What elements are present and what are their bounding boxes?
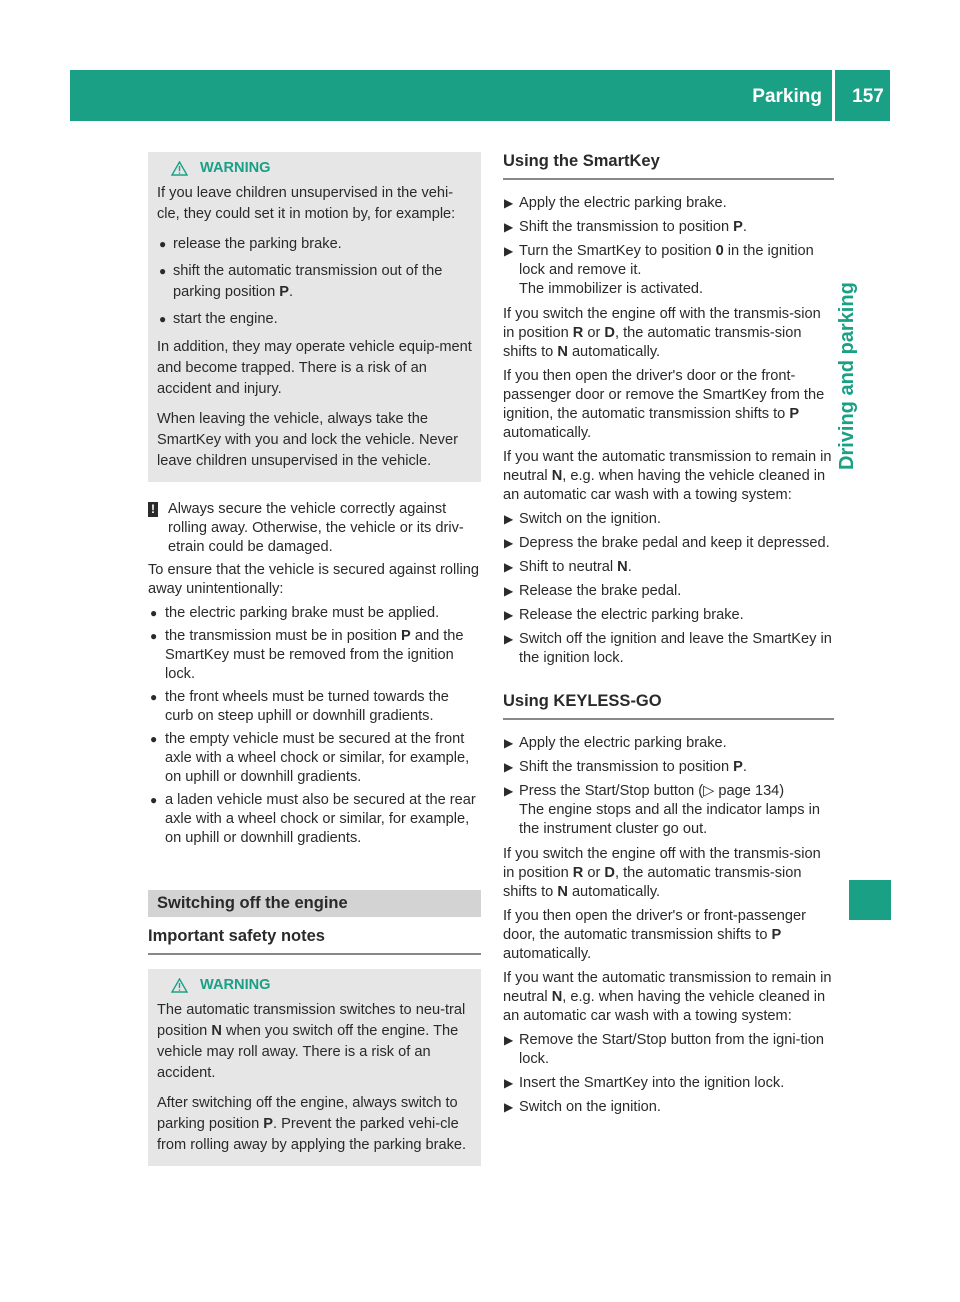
step-item: ▶ Shift the transmission to position P. [504, 759, 747, 775]
step-item: ▶ Switch off the ignition and leave the SmartKey in the ignition lock. [504, 631, 832, 666]
bullet-icon: ● [159, 312, 167, 326]
list-item: ● a laden vehicle must also be secured at the rear axle with a wheel chock or similar, for example, on uphill or downhill gradients. [150, 792, 476, 846]
arrow-icon: ▶ [504, 760, 514, 774]
warning-label: WARNING [200, 977, 271, 993]
arrow-icon: ▶ [504, 536, 514, 550]
warning-box [148, 152, 481, 482]
arrow-icon: ▶ [504, 608, 514, 622]
warning-label: WARNING [200, 160, 271, 176]
paragraph: If you then open the driver's door or the front-passenger door or remove the SmartKey from the ignition, the automatic transmission shifts to P automatically. [503, 368, 825, 441]
page-reference-icon: ▷ [703, 783, 715, 799]
bullet-icon: ● [159, 264, 167, 278]
arrow-icon: ▶ [504, 196, 514, 210]
paragraph: If you switch the engine off with the transmis-sion in position R or D, the automatic transmis-sion shifts to N automatically. [503, 306, 821, 360]
bullet-icon: ● [150, 606, 158, 620]
step-item: ▶ Switch on the ignition. [504, 1099, 661, 1115]
list-item: ● the transmission must be in position P and the SmartKey must be removed from the ignition lock. [150, 628, 464, 682]
step-item: ▶ Press the Start/Stop button (▷ page 134) The engine stops and all the indicator lamps in the instrument cluster go out. [504, 783, 820, 837]
arrow-icon: ▶ [504, 1033, 514, 1047]
bullet-icon: ● [150, 629, 158, 643]
damage-note: ! Always secure the vehicle correctly against rolling away. Otherwise, the vehicle or its driv-etrain could be damaged. [148, 500, 481, 557]
list-item: ● start the engine. [157, 309, 472, 330]
step-item: ▶ Shift to neutral N. [504, 559, 632, 575]
section-heading: Switching off the engine [148, 890, 481, 917]
step-list [503, 510, 834, 668]
exclamation-icon: ! [148, 502, 158, 517]
arrow-icon: ▶ [504, 736, 514, 750]
arrow-icon: ▶ [504, 632, 514, 646]
step-item: ▶ Apply the electric parking brake. [504, 195, 727, 211]
arrow-icon: ▶ [504, 1076, 514, 1090]
list-item: ● the empty vehicle must be secured at the front axle with a wheel chock or similar, for example, on uphill or downhill gradients. [150, 731, 470, 785]
arrow-icon: ▶ [504, 560, 514, 574]
paragraph: If you want the automatic transmission to remain in neutral N, e.g. when having the vehicle cleaned in an automatic car wash with a towing system: [503, 970, 832, 1024]
subsection-heading: Using KEYLESS-GO [503, 692, 834, 720]
step-item: ▶ Apply the electric parking brake. [504, 735, 727, 751]
warning-triangle-icon [171, 978, 188, 993]
paragraph: If you switch the engine off with the transmis-sion in position R or D, the automatic transmis-sion shifts to N automatically. [503, 846, 821, 900]
subsection-heading: Important safety notes [148, 927, 481, 955]
bullet-icon: ● [150, 793, 158, 807]
list-item: ● the electric parking brake must be applied. [150, 605, 440, 621]
arrow-icon: ▶ [504, 220, 514, 234]
step-item: ▶ Release the electric parking brake. [504, 607, 744, 623]
side-tab-marker [849, 880, 891, 920]
arrow-icon: ▶ [504, 584, 514, 598]
warning-intro: If you leave children unsupervised in the vehi-cle, they could set it in motion by, for example: [157, 185, 456, 222]
right-column [503, 152, 834, 1123]
page-number: 157 [852, 86, 884, 107]
subsection-heading: Using the SmartKey [503, 152, 834, 180]
step-item: ▶ Shift the transmission to position P. [504, 219, 747, 235]
chapter-title: Parking [752, 86, 822, 107]
arrow-icon: ▶ [504, 512, 514, 526]
list-item: ● release the parking brake. [157, 234, 472, 255]
step-item: ▶ Depress the brake pedal and keep it depressed. [504, 535, 830, 551]
bullet-icon: ● [150, 732, 158, 746]
arrow-icon: ▶ [504, 784, 514, 798]
step-item: ▶ Remove the Start/Stop button from the igni-tion lock. [504, 1032, 825, 1067]
step-item: ▶ Insert the SmartKey into the ignition lock. [504, 1075, 785, 1091]
paragraph: If you then open the driver's or front-passenger door, the automatic transmission shifts to P automatically. [503, 908, 806, 962]
step-list [503, 194, 834, 299]
paragraph: To ensure that the vehicle is secured against rolling away unintentionally: [148, 562, 479, 597]
header-separator [832, 70, 835, 121]
list-item: ● the front wheels must be turned towards the curb on steep uphill or downhill gradients. [150, 689, 449, 724]
warning-paragraph: When leaving the vehicle, always take the SmartKey with you and lock the vehicle. Never leave children unsupervised in the vehicle. [157, 411, 458, 469]
step-item: ▶ Turn the SmartKey to position 0 in the ignition lock and remove it. The immobilizer is activated. [504, 243, 814, 297]
warning-paragraph: In addition, they may operate vehicle equip-ment and become trapped. There is a risk of an accident and injury. [157, 339, 472, 397]
warning-triangle-icon [171, 161, 188, 176]
step-list [503, 734, 834, 839]
requirements-list [148, 604, 481, 848]
warning-paragraph: The automatic transmission switches to neu-tral position N when you switch off the engine. The vehicle may roll away. There is a risk of an accident. [157, 1002, 466, 1081]
warning-box [148, 969, 481, 1166]
warning-heading [157, 977, 472, 993]
side-tab-label: Driving and parking [836, 282, 858, 470]
warning-heading [157, 160, 472, 176]
list-item: ● shift the automatic transmission out of the parking position P. [159, 263, 443, 300]
warning-paragraph: After switching off the engine, always switch to parking position P. Prevent the parked vehi-cle from rolling away by applying the parking brake. [157, 1095, 467, 1153]
bullet-icon: ● [159, 237, 167, 251]
step-item: ▶ Switch on the ignition. [504, 511, 661, 527]
paragraph: If you want the automatic transmission to remain in neutral N, e.g. when having the vehicle cleaned in an automatic car wash with a towing system: [503, 449, 832, 503]
arrow-icon: ▶ [504, 244, 514, 258]
left-column [148, 152, 481, 1166]
arrow-icon: ▶ [504, 1100, 514, 1114]
bullet-icon: ● [150, 690, 158, 704]
step-item: ▶ Release the brake pedal. [504, 583, 682, 599]
step-list [503, 1031, 834, 1117]
